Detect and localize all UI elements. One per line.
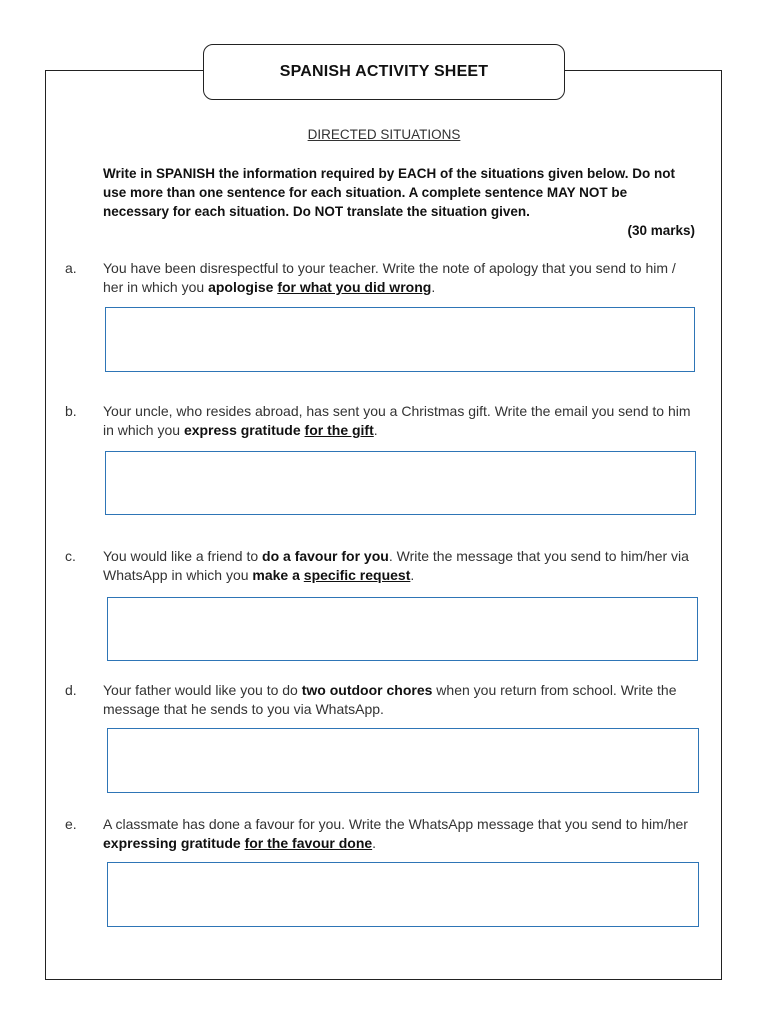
answer-box-a[interactable]: [105, 307, 695, 372]
question-b: [65, 402, 695, 440]
question-text: [103, 815, 695, 853]
section-title: DIRECTED SITUATIONS: [307, 127, 461, 142]
question-letter: b.: [65, 403, 77, 419]
question-text-part: You have been disrespectful to your teacher. Write the note of apology that you send to him / her in which you: [103, 260, 676, 295]
question-d: [65, 681, 695, 719]
question-text-part: when you return from school. Write the message that he sends to you via WhatsApp.: [103, 682, 677, 717]
answer-box-b[interactable]: [105, 451, 696, 515]
question-text-part: Your father would like you to do: [103, 682, 302, 698]
instructions-text: Write in SPANISH the information required by EACH of the situations given below. Do not use more than one sentence for each situation. A complete sentence MAY NOT be necessary for each situation. Do NOT translate the situation given.: [103, 166, 676, 219]
question-underline: for the favour done: [244, 835, 373, 851]
question-underline: for what you did wrong: [277, 279, 432, 295]
question-emphasis: two outdoor chores: [301, 682, 433, 698]
instructions: [103, 164, 695, 240]
sheet-title: SPANISH ACTIVITY SHEET: [279, 63, 489, 80]
question-text-part: Your uncle, who resides abroad, has sent you a Christmas gift. Write the email you send to him in which you: [103, 403, 691, 438]
question-emphasis: make a: [252, 567, 304, 583]
question-text: [103, 547, 695, 585]
question-emphasis: apologise: [208, 279, 274, 295]
question-a: [65, 259, 695, 297]
question-text-part: .: [372, 835, 377, 851]
question-c: [65, 547, 695, 585]
question-text-part: .: [373, 422, 378, 438]
question-text: [103, 259, 695, 297]
question-emphasis: do a favour for you: [262, 548, 389, 564]
question-text: [103, 681, 695, 719]
question-text-part: . Write the message that you send to him/her via WhatsApp in which you: [103, 548, 689, 583]
title-box: [203, 44, 565, 100]
question-text-part: .: [410, 567, 415, 583]
marks-label: (30 marks): [627, 223, 695, 238]
question-letter: a.: [65, 260, 77, 276]
question-text-part: A classmate has done a favour for you. Write the WhatsApp message that you send to him/her: [103, 816, 688, 832]
answer-box-c[interactable]: [107, 597, 698, 661]
question-letter: d.: [65, 682, 77, 698]
question-text-part: .: [431, 279, 436, 295]
question-emphasis: expressing gratitude: [103, 835, 241, 851]
question-e: [65, 815, 695, 853]
question-text: [103, 402, 695, 440]
answer-box-e[interactable]: [107, 862, 699, 927]
answer-box-d[interactable]: [107, 728, 699, 793]
question-underline: specific request: [303, 567, 411, 583]
question-emphasis: express gratitude: [183, 422, 301, 438]
question-letter: e.: [65, 816, 77, 832]
question-text-part: You would like a friend to: [103, 548, 263, 564]
question-letter: c.: [65, 548, 76, 564]
question-underline: for the gift: [304, 422, 374, 438]
